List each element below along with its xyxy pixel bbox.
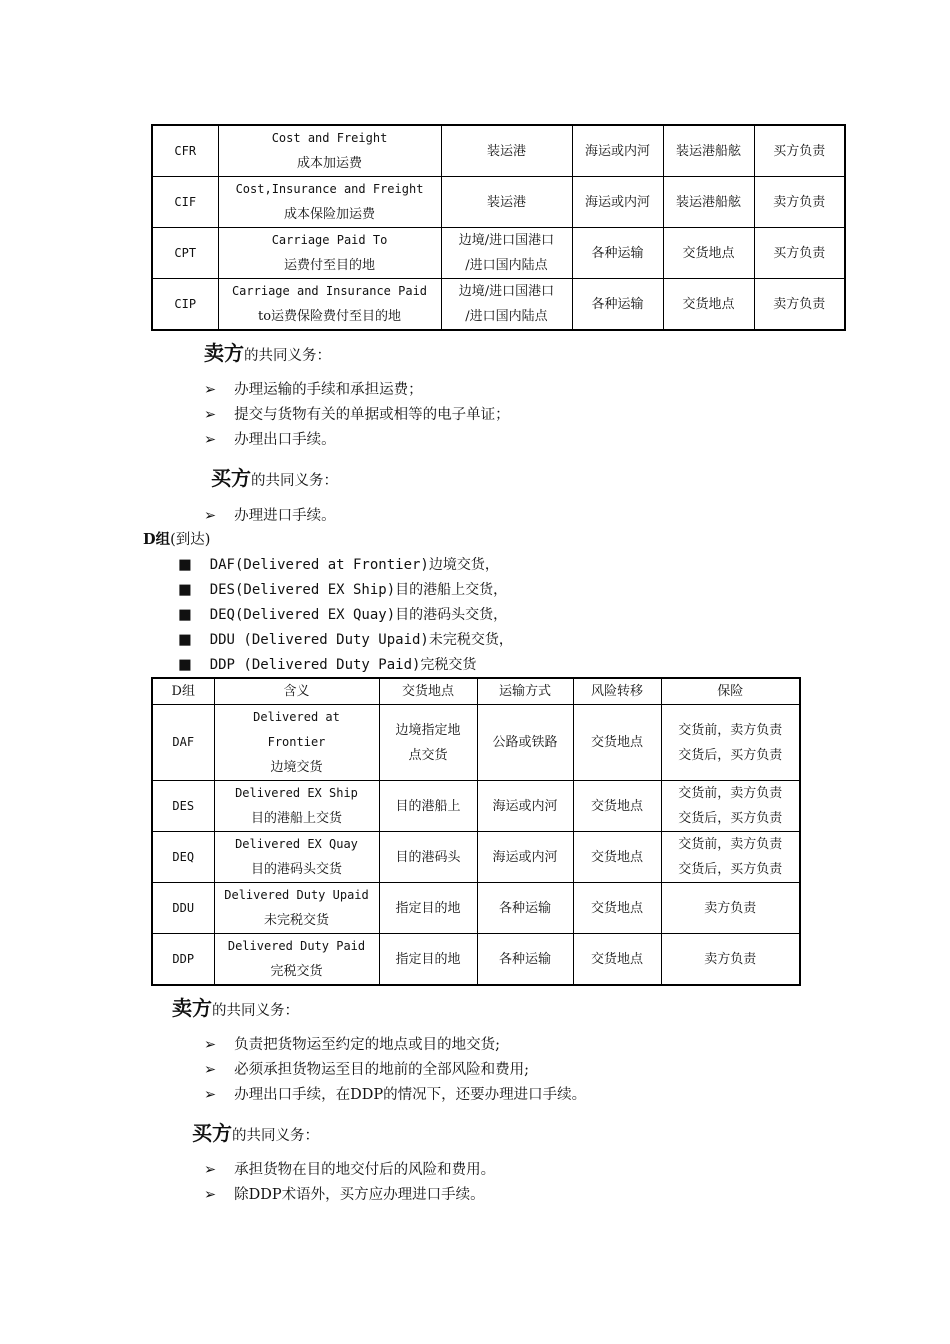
term-code: DEQ: [152, 832, 214, 883]
square-bullet-icon: ■: [178, 582, 192, 598]
delivery-place: 指定目的地: [379, 883, 477, 934]
column-header: D组: [152, 678, 214, 705]
list-item: ➢ 除DDP术语外，买方应办理进口手续。: [204, 1187, 485, 1203]
risk-transfer: 交货地点: [663, 279, 754, 331]
delivery-place: 边境/进口国港口 /进口国内陆点: [441, 279, 572, 331]
insurance: 交货前，卖方负责 交货后，买方负责: [661, 832, 800, 883]
term-meaning: Cost,Insurance and Freight 成本保险加运费: [218, 177, 441, 228]
table-row: [152, 781, 800, 832]
square-bullet-icon: ■: [178, 657, 192, 673]
risk-transfer: 装运港船舷: [663, 125, 754, 177]
table-row: [152, 177, 845, 228]
transport-mode: 各种运输: [477, 934, 573, 986]
table-row: [152, 883, 800, 934]
delivery-place: 装运港: [441, 125, 572, 177]
insurance: 卖方负责: [661, 883, 800, 934]
list-item: ■ DDP (Delivered Duty Paid)完税交货: [178, 657, 477, 673]
delivery-place: 目的港船上: [379, 781, 477, 832]
transport-mode: 各种运输: [477, 883, 573, 934]
arrowhead-bullet-icon: ➢: [204, 1087, 217, 1103]
delivery-place: 装运港: [441, 177, 572, 228]
insurance: 交货前，卖方负责 交货后，买方负责: [661, 781, 800, 832]
term-meaning: Cost and Freight 成本加运费: [218, 125, 441, 177]
list-item: ➢ 必须承担货物运至目的地前的全部风险和费用;: [204, 1062, 530, 1078]
list-item: ➢ 办理进口手续。: [204, 508, 336, 524]
delivery-place: 边境/进口国港口 /进口国内陆点: [441, 228, 572, 279]
insurance: 卖方负责: [661, 934, 800, 986]
term-code: DES: [152, 781, 214, 832]
insurance: 买方负责: [754, 125, 845, 177]
terms-table-d-group: [151, 677, 801, 986]
term-meaning: Delivered Duty Paid 完税交货: [214, 934, 379, 986]
transport-mode: 海运或内河: [572, 177, 663, 228]
table-row: [152, 832, 800, 883]
table-row: [152, 125, 845, 177]
arrowhead-bullet-icon: ➢: [204, 508, 217, 524]
arrowhead-bullet-icon: ➢: [204, 1062, 217, 1078]
insurance: 卖方负责: [754, 279, 845, 331]
risk-transfer: 交货地点: [573, 934, 661, 986]
insurance: 交货前，卖方负责 交货后，买方负责: [661, 705, 800, 781]
section-heading-buyer-obligations: 买方的共同义务：: [211, 466, 338, 490]
risk-transfer: 交货地点: [573, 832, 661, 883]
risk-transfer: 交货地点: [573, 883, 661, 934]
term-code: CIP: [152, 279, 218, 331]
term-code: CIF: [152, 177, 218, 228]
column-header: 风险转移: [573, 678, 661, 705]
list-item: ➢ 办理运输的手续和承担运费；: [204, 382, 423, 398]
list-item: ■ DES(Delivered EX Ship)目的港船上交货，: [178, 582, 508, 598]
d-group-heading: D组(到达): [143, 531, 211, 548]
term-code: DAF: [152, 705, 214, 781]
delivery-place: 边境指定地 点交货: [379, 705, 477, 781]
arrowhead-bullet-icon: ➢: [204, 407, 217, 423]
table-row: [152, 279, 845, 331]
section-heading-seller-obligations: 卖方的共同义务：: [172, 996, 299, 1020]
list-item: ➢ 负责把货物运至约定的地点或目的地交货;: [204, 1037, 501, 1053]
transport-mode: 海运或内河: [572, 125, 663, 177]
column-header: 保险: [661, 678, 800, 705]
delivery-place: 指定目的地: [379, 934, 477, 986]
risk-transfer: 交货地点: [663, 228, 754, 279]
section-heading-seller-obligations: 卖方的共同义务：: [204, 341, 331, 365]
section-heading-buyer-obligations: 买方的共同义务：: [192, 1121, 319, 1145]
arrowhead-bullet-icon: ➢: [204, 432, 217, 448]
list-item: ➢ 办理出口手续，在DDP的情况下，还要办理进口手续。: [204, 1087, 587, 1103]
term-meaning: Delivered at Frontier 边境交货: [214, 705, 379, 781]
risk-transfer: 交货地点: [573, 705, 661, 781]
table-row: [152, 705, 800, 781]
list-item: ■ DAF(Delivered at Frontier)边境交货，: [178, 557, 499, 573]
term-code: DDP: [152, 934, 214, 986]
table-row: [152, 228, 845, 279]
list-item: ➢ 承担货物在目的地交付后的风险和费用。: [204, 1162, 496, 1178]
list-item: ➢ 办理出口手续。: [204, 432, 336, 448]
term-meaning: Carriage Paid To 运费付至目的地: [218, 228, 441, 279]
arrowhead-bullet-icon: ➢: [204, 1037, 217, 1053]
list-item: ➢ 提交与货物有关的单据或相等的电子单证；: [204, 407, 510, 423]
table-header-row: [152, 678, 800, 705]
transport-mode: 海运或内河: [477, 832, 573, 883]
column-header: 运输方式: [477, 678, 573, 705]
square-bullet-icon: ■: [178, 607, 192, 623]
insurance: 卖方负责: [754, 177, 845, 228]
list-item: ■ DEQ(Delivered EX Quay)目的港码头交货，: [178, 607, 508, 623]
terms-table-c-group: [151, 124, 846, 331]
list-item: ■ DDU (Delivered Duty Upaid)未完税交货，: [178, 632, 513, 648]
arrowhead-bullet-icon: ➢: [204, 1162, 217, 1178]
column-header: 含义: [214, 678, 379, 705]
term-code: CPT: [152, 228, 218, 279]
column-header: 交货地点: [379, 678, 477, 705]
term-meaning: Delivered EX Quay 目的港码头交货: [214, 832, 379, 883]
term-meaning: Delivered Duty Upaid 未完税交货: [214, 883, 379, 934]
delivery-place: 目的港码头: [379, 832, 477, 883]
transport-mode: 各种运输: [572, 228, 663, 279]
transport-mode: 各种运输: [572, 279, 663, 331]
term-meaning: Delivered EX Ship 目的港船上交货: [214, 781, 379, 832]
square-bullet-icon: ■: [178, 632, 192, 648]
risk-transfer: 装运港船舷: [663, 177, 754, 228]
term-code: DDU: [152, 883, 214, 934]
arrowhead-bullet-icon: ➢: [204, 1187, 217, 1203]
arrowhead-bullet-icon: ➢: [204, 382, 217, 398]
insurance: 买方负责: [754, 228, 845, 279]
table-row: [152, 934, 800, 986]
transport-mode: 公路或铁路: [477, 705, 573, 781]
term-code: CFR: [152, 125, 218, 177]
term-meaning: Carriage and Insurance Paid to运费保险费付至目的地: [218, 279, 441, 331]
square-bullet-icon: ■: [178, 557, 192, 573]
risk-transfer: 交货地点: [573, 781, 661, 832]
transport-mode: 海运或内河: [477, 781, 573, 832]
